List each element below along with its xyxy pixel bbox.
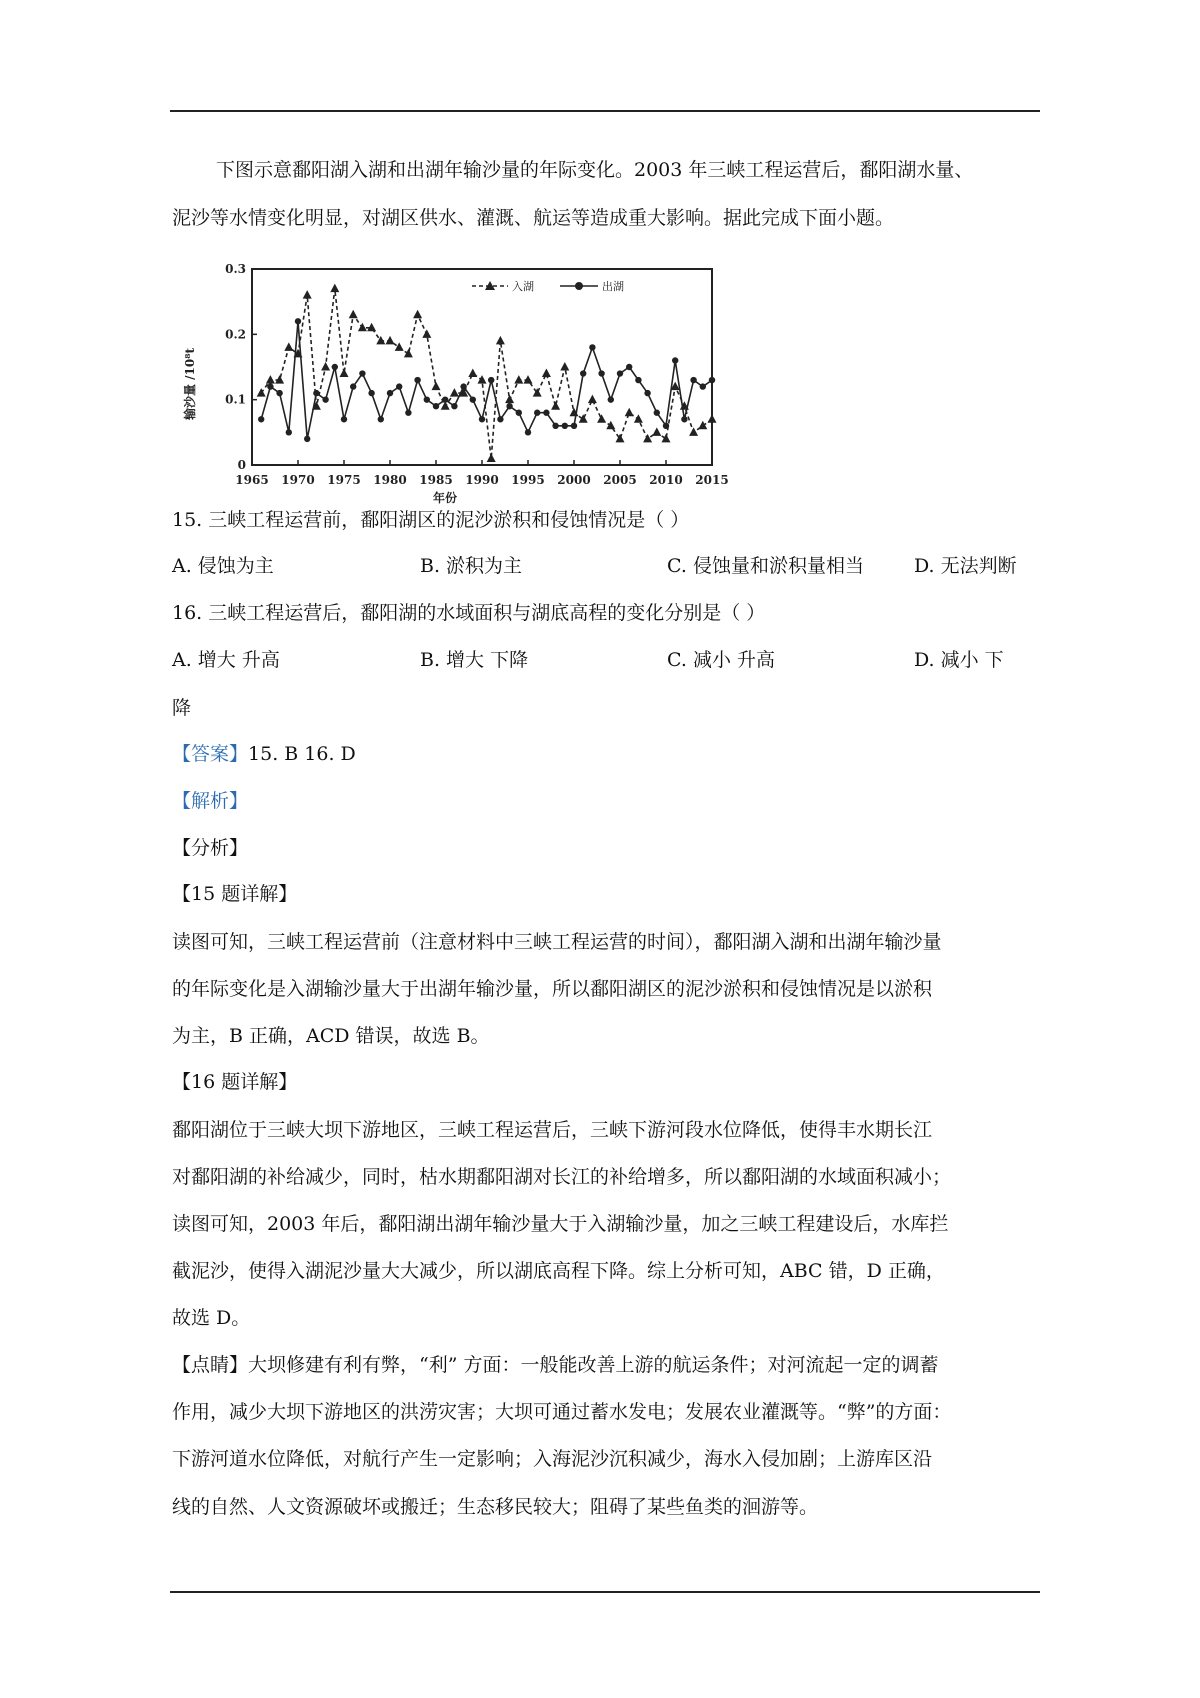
point-out-1994 [516,410,522,416]
intro-line-2: 泥沙等水情变化明显，对湖区供水、灌溉、航运等造成重大影响。据此完成下面小题。 [172,207,895,229]
point-in-1977 [358,323,367,332]
point-in-1998 [551,401,560,410]
point-out-1977 [359,370,365,376]
answer-label: 【答案】 [172,743,249,765]
q15-detail-line-1: 读图可知，三峡工程运营前（注意材料中三峡工程运营的时间），鄱阳湖入湖和出湖年输沙量 [172,931,942,953]
y-tick-label-3: 0.3 [225,262,246,276]
point-in-1991 [487,453,496,462]
legend-out-label: 出湖 [602,280,624,293]
answer-line [172,740,1040,768]
q16-option-d[interactable]: D. 减小 下 [914,649,1004,671]
x-tick-label-4: 1985 [419,473,453,487]
point-out-1989 [470,396,476,402]
q16-detail-line-5: 故选 D。 [172,1307,251,1329]
point-out-1967 [267,383,273,389]
x-tick-label-6: 1995 [511,473,545,487]
point-out-2012 [681,416,687,422]
point-out-2001 [580,370,586,376]
point-in-1966 [257,388,266,397]
header-rule [170,110,1040,112]
x-tick-label-10: 2015 [695,473,729,487]
point-in-1985 [432,382,441,391]
y-axis-label: 输沙量 /10⁸t [183,347,197,421]
point-out-2007 [635,377,641,383]
q15-option-b[interactable]: B. 淤积为主 [420,555,523,577]
point-in-1989 [468,369,477,378]
q15-stem: 15. 三峡工程运营前，鄱阳湖区的泥沙淤积和侵蚀情况是（ ） [172,509,690,531]
q16-option-b[interactable]: B. 增大 下降 [420,649,529,671]
point-out-1987 [451,403,457,409]
x-tick-label-2: 1975 [327,473,361,487]
point-out-1968 [276,390,282,396]
point-in-1967 [266,375,275,384]
point-in-1992 [496,336,505,345]
x-tick-label-3: 1980 [373,473,407,487]
x-tick-label-1: 1970 [281,473,315,487]
analysis-label: 【解析】 [172,790,249,812]
point-out-1992 [497,416,503,422]
point-out-1966 [258,416,264,422]
dianjing-line-4: 线的自然、人文资源破坏或搬迁；生态移民较大；阻碍了某些鱼类的洄游等。 [172,1496,819,1518]
point-out-1983 [414,377,420,383]
point-out-1973 [322,396,328,402]
plot-frame [252,269,712,465]
point-out-1976 [350,383,356,389]
legend-in-label: 入湖 [512,280,534,293]
point-in-2010 [662,434,671,443]
point-in-1971 [303,290,312,299]
legend-out-marker [575,282,583,290]
point-in-1993 [505,395,514,404]
point-in-2014 [698,421,707,430]
point-in-2008 [643,434,652,443]
fenxi-label: 【分析】 [172,837,249,859]
series-line-in [261,289,712,459]
point-in-1974 [330,284,339,293]
point-out-1978 [368,390,374,396]
point-out-2009 [654,410,660,416]
point-in-1997 [542,369,551,378]
point-out-2010 [663,423,669,429]
dianjing-line-3: 下游河道水位降低，对航行产生一定影响；入海泥沙沉积减少，海水入侵加剧；上游库区沿 [172,1448,933,1470]
point-in-1975 [340,369,349,378]
point-out-1997 [543,410,549,416]
point-out-1999 [562,423,568,429]
q16-detail-line-1: 鄱阳湖位于三峡大坝下游地区，三峡工程运营后，三峡下游河段水位降低，使得丰水期长江 [172,1119,933,1141]
point-in-1990 [478,375,487,384]
point-in-2003 [597,414,606,423]
footer-rule [170,1591,1040,1593]
point-in-1980 [386,336,395,345]
point-out-1991 [488,377,494,383]
q16-detail-line-2: 对鄱阳湖的补给减少，同时，枯水期鄱阳湖对长江的补给增多，所以鄱阳湖的水域面积减小； [172,1166,952,1188]
point-in-1983 [413,310,422,319]
point-out-1985 [433,403,439,409]
q16-detail-label: 【16 题详解】 [172,1071,298,1093]
x-tick-label-0: 1965 [235,473,269,487]
point-out-2003 [598,370,604,376]
point-out-1995 [525,429,531,435]
point-out-1993 [506,403,512,409]
point-out-2013 [690,377,696,383]
y-tick-label-1: 0.1 [225,392,246,407]
point-out-2015 [709,377,715,383]
point-out-2004 [608,396,614,402]
dianjing-line-2: 作用，减少大坝下游地区的洪涝灾害；大坝可通过蓄水发电；发展农业灌溉等。“弊”的方面： [172,1401,952,1423]
x-tick-label-8: 2005 [603,473,637,487]
x-axis-label: 年份 [432,491,458,505]
point-in-1969 [284,342,293,351]
point-out-1981 [396,383,402,389]
x-tick-label-7: 2000 [557,473,591,487]
q15-option-d[interactable]: D. 无法判断 [914,555,1017,577]
point-in-2007 [634,414,643,423]
point-out-2002 [589,344,595,350]
q16-option-c[interactable]: C. 减小 升高 [667,649,775,671]
point-out-1970 [295,318,301,324]
point-in-1976 [349,310,358,319]
point-in-2013 [689,427,698,436]
point-in-1984 [422,329,431,338]
q16-stem: 16. 三峡工程运营后，鄱阳湖的水域面积与湖底高程的变化分别是（ ） [172,602,766,624]
q15-detail-line-3: 为主，B 正确，ACD 错误，故选 B。 [172,1025,490,1047]
point-out-1971 [304,436,310,442]
point-out-2000 [571,423,577,429]
point-out-1982 [405,410,411,416]
dianjing-text-1: 大坝修建有利有弊，“利” 方面：一般能改善上游的航运条件；对河流起一定的调蓄 [248,1354,939,1376]
point-in-1999 [560,362,569,371]
q15-detail-label: 【15 题详解】 [172,883,298,905]
point-out-1998 [552,423,558,429]
point-in-2015 [708,414,717,423]
point-in-1973 [321,362,330,371]
dianjing-line-1 [172,1351,1040,1379]
point-out-2006 [626,364,632,370]
point-out-2005 [617,370,623,376]
point-out-1988 [460,383,466,389]
point-out-2014 [700,383,706,389]
point-in-2001 [579,414,588,423]
point-in-2006 [625,408,634,417]
q16-detail-line-3: 读图可知，2003 年后，鄱阳湖出湖年输沙量大于入湖输沙量，加之三峡工程建设后，水库拦 [172,1213,949,1235]
y-tick-label-2: 0.2 [225,327,246,342]
point-out-1980 [387,390,393,396]
point-out-2011 [672,357,678,363]
point-out-1986 [442,396,448,402]
q15-option-c[interactable]: C. 侵蚀量和淤积量相当 [667,555,864,577]
point-in-1982 [404,349,413,358]
point-out-1972 [313,390,319,396]
point-out-1979 [378,416,384,422]
q15-option-a[interactable]: A. 侵蚀为主 [172,555,274,577]
point-out-1996 [534,410,540,416]
point-out-1984 [424,396,430,402]
x-tick-label-5: 1990 [465,473,499,487]
q15-detail-line-2: 的年际变化是入湖输沙量大于出湖年输沙量，所以鄱阳湖区的泥沙淤积和侵蚀情况是以淤积 [172,978,933,1000]
point-in-1994 [514,375,523,384]
point-out-1974 [332,364,338,370]
point-out-1969 [286,429,292,435]
sediment-chart [180,258,729,508]
point-in-1987 [450,388,459,397]
intro-line-1: 下图示意鄱阳湖入湖和出湖年输沙量的年际变化。2003 年三峡工程运营后，鄱阳湖水量、 [216,159,974,181]
point-out-2008 [644,390,650,396]
point-in-2009 [652,427,661,436]
dianjing-label: 【点睛】 [172,1354,249,1376]
point-in-2002 [588,395,597,404]
answer-text: 15. B 16. D [248,743,356,765]
point-in-2004 [606,421,615,430]
q16-option-d-wrap: 降 [172,697,192,719]
point-out-1990 [479,416,485,422]
point-out-1975 [341,416,347,422]
y-tick-label-0: 0 [237,458,246,472]
point-in-1981 [395,342,404,351]
q16-detail-line-4: 截泥沙，使得入湖泥沙量大大减少，所以湖底高程下降。综上分析可知，ABC 错，D 正确， [172,1260,945,1282]
x-tick-label-9: 2010 [649,473,683,487]
q16-option-a[interactable]: A. 增大 升高 [172,649,280,671]
